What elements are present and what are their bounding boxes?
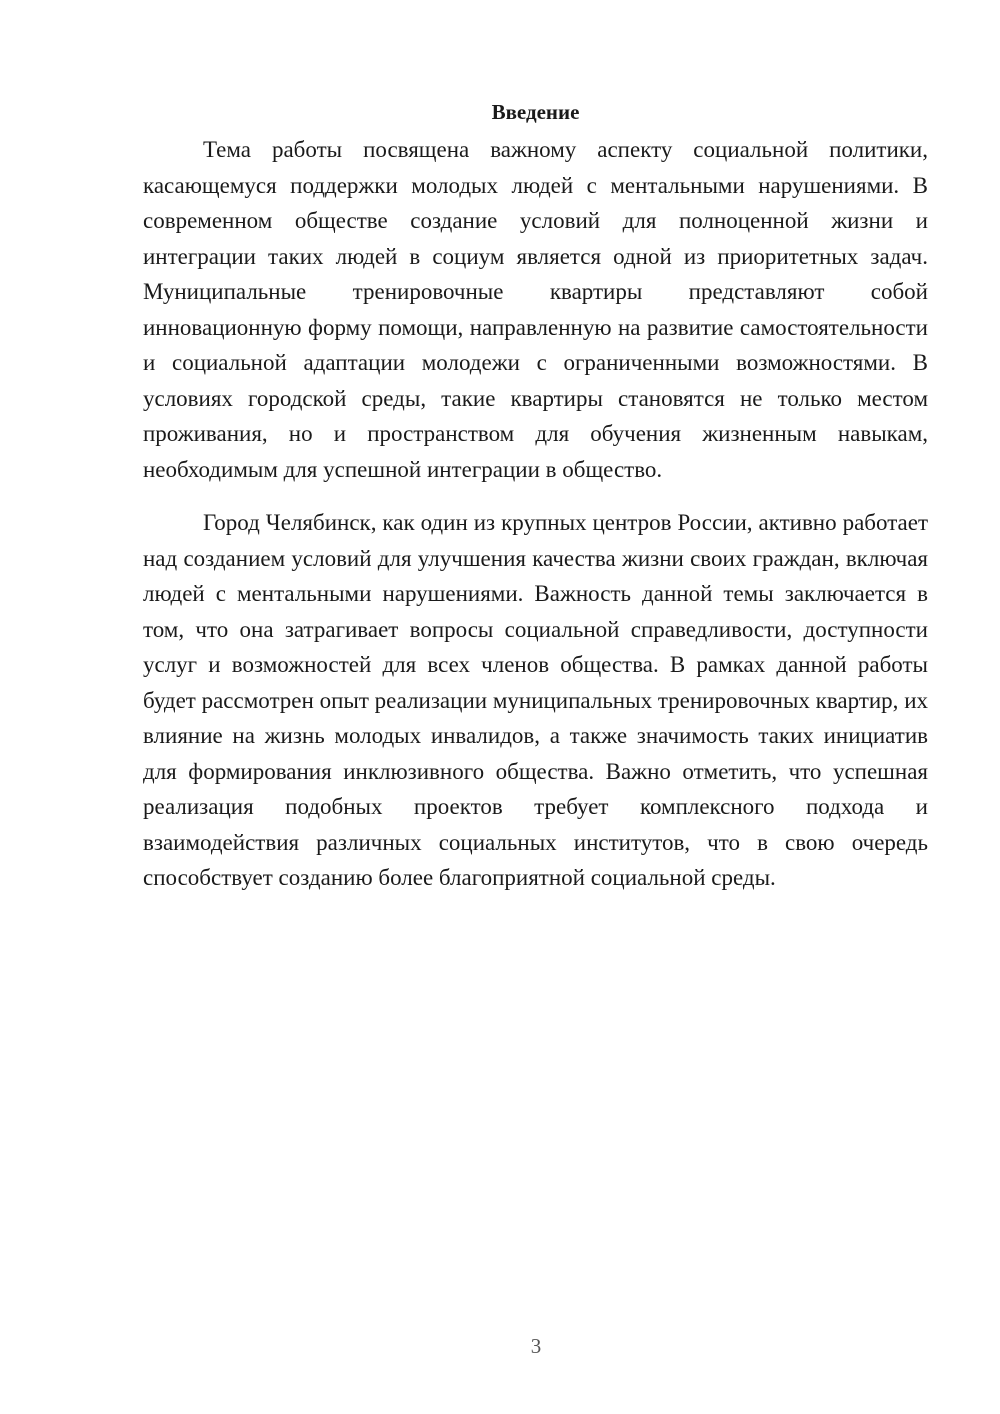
section-heading: Введение (491, 100, 580, 124)
paragraph-chelyabinsk: Город Челябинск, как один из крупных центров России, активно работает над созданием условий для улучшения качества жизни своих граждан, включая людей с ментальными нарушениями. Важность данной темы заключается в том, что она затрагивает вопросы социальной справедливости, доступности услуг и возможностей для всех членов общества. В рамках данной работы будет рассмотрен опыт реализации муниципальных тренировочных квартир, их влияние на жизнь молодых инвалидов, а также значимость таких инициатив для формирования инклюзивного общества. Важно отметить, что успешная реализация подобных проектов требует комплексного подхода и взаимодействия различных социальных институтов, что в свою очередь способствует созданию более благоприятной социальной среды. (143, 510, 928, 890)
page-content (143, 96, 928, 896)
paragraph-intro-topic: Тема работы посвящена важному аспекту социальной политики, касающемуся поддержки молодых людей с ментальными нарушениями. В современном обществе создание условий для полноценной жизни и интеграции таких людей в социум является одной из приоритетных задач. Муниципальные тренировочные квартиры представляют собой инновационную форму помощи, направленную на развитие самостоятельности и социальной адаптации молодежи с ограниченными возможностями. В условиях городской среды, такие квартиры становятся не только местом проживания, но и пространством для обучения жизненным навыкам, необходимым для успешной интеграции в общество. (143, 137, 928, 482)
page-number: 3 (530, 1334, 542, 1358)
